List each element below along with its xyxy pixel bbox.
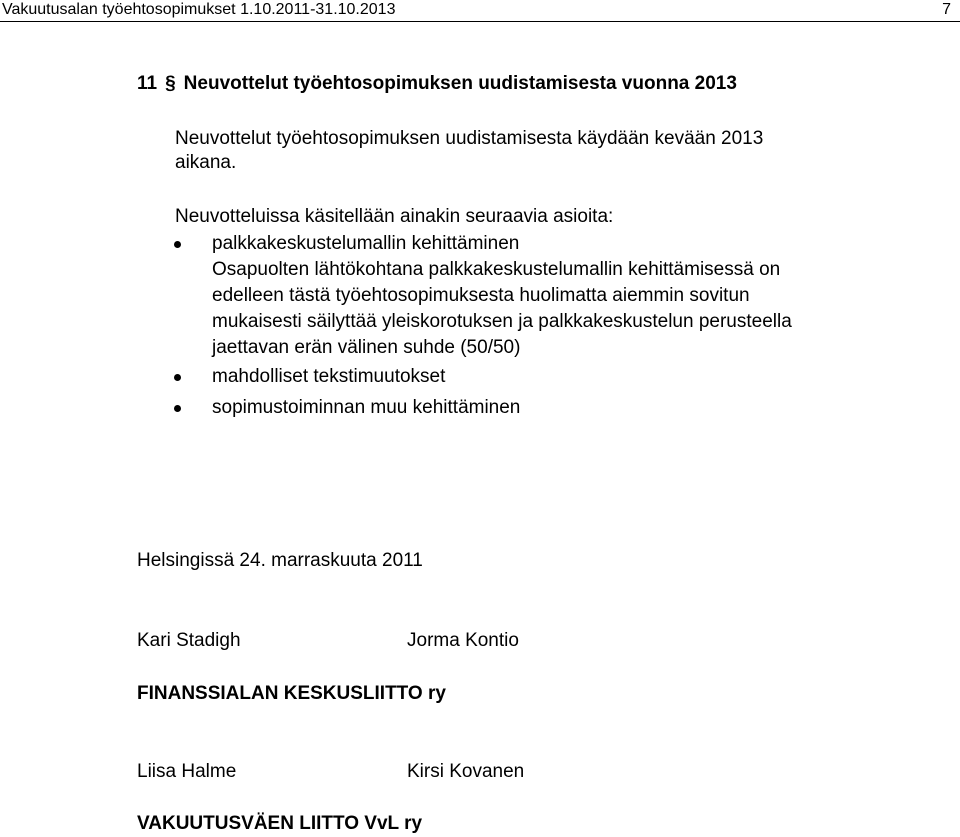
signer-name: Jorma Kontio <box>407 630 519 651</box>
header-title: Vakuutusalan työehtosopimukset 1.10.2011-31.10.2013 <box>2 1 396 18</box>
bullet-item-1: palkkakeskustelumallin kehittäminen <box>212 233 520 254</box>
page-number: 7 <box>942 1 951 18</box>
list-intro: Neuvotteluissa käsitellään ainakin seuraavia asioita: <box>175 206 614 227</box>
bullet-detail-line-4: jaettavan erän välinen suhde (50/50) <box>212 337 521 358</box>
bullet-dot <box>174 374 181 381</box>
bullet-detail-line-3: mukaisesti säilyttää yleiskorotuksen ja palkkakeskustelun perusteella <box>212 311 792 332</box>
section-number: 11 <box>137 73 158 94</box>
bullet-detail-line-2: edelleen tästä työehtosopimuksesta huolimatta aiemmin sovitun <box>212 285 750 306</box>
intro-line-2: aikana. <box>175 152 237 173</box>
section-heading <box>137 71 737 97</box>
organization-name: FINANSSIALAN KESKUSLIITTO ry <box>137 683 446 704</box>
organization-name: VAKUUTUSVÄEN LIITTO VvL ry <box>137 813 423 834</box>
bullet-item-3: sopimustoiminnan muu kehittäminen <box>212 397 521 418</box>
paragraph-sign: § <box>165 73 176 94</box>
intro-line-1: Neuvottelut työehtosopimuksen uudistamisesta käydään kevään 2013 <box>175 128 764 149</box>
place-and-date: Helsingissä 24. marraskuuta 2011 <box>137 550 423 571</box>
signer-name: Kari Stadigh <box>137 630 241 651</box>
header-divider <box>0 21 960 22</box>
page-header <box>0 0 960 24</box>
bullet-detail-line-1: Osapuolten lähtökohtana palkkakeskustelumallin kehittämisessä on <box>212 259 781 280</box>
signer-name: Kirsi Kovanen <box>407 761 525 782</box>
bullet-item-2: mahdolliset tekstimuutokset <box>212 366 446 387</box>
bullet-dot <box>174 241 181 248</box>
signer-name: Liisa Halme <box>137 761 237 782</box>
section-title: Neuvottelut työehtosopimuksen uudistamisesta vuonna 2013 <box>183 73 737 94</box>
bullet-dot <box>174 405 181 412</box>
